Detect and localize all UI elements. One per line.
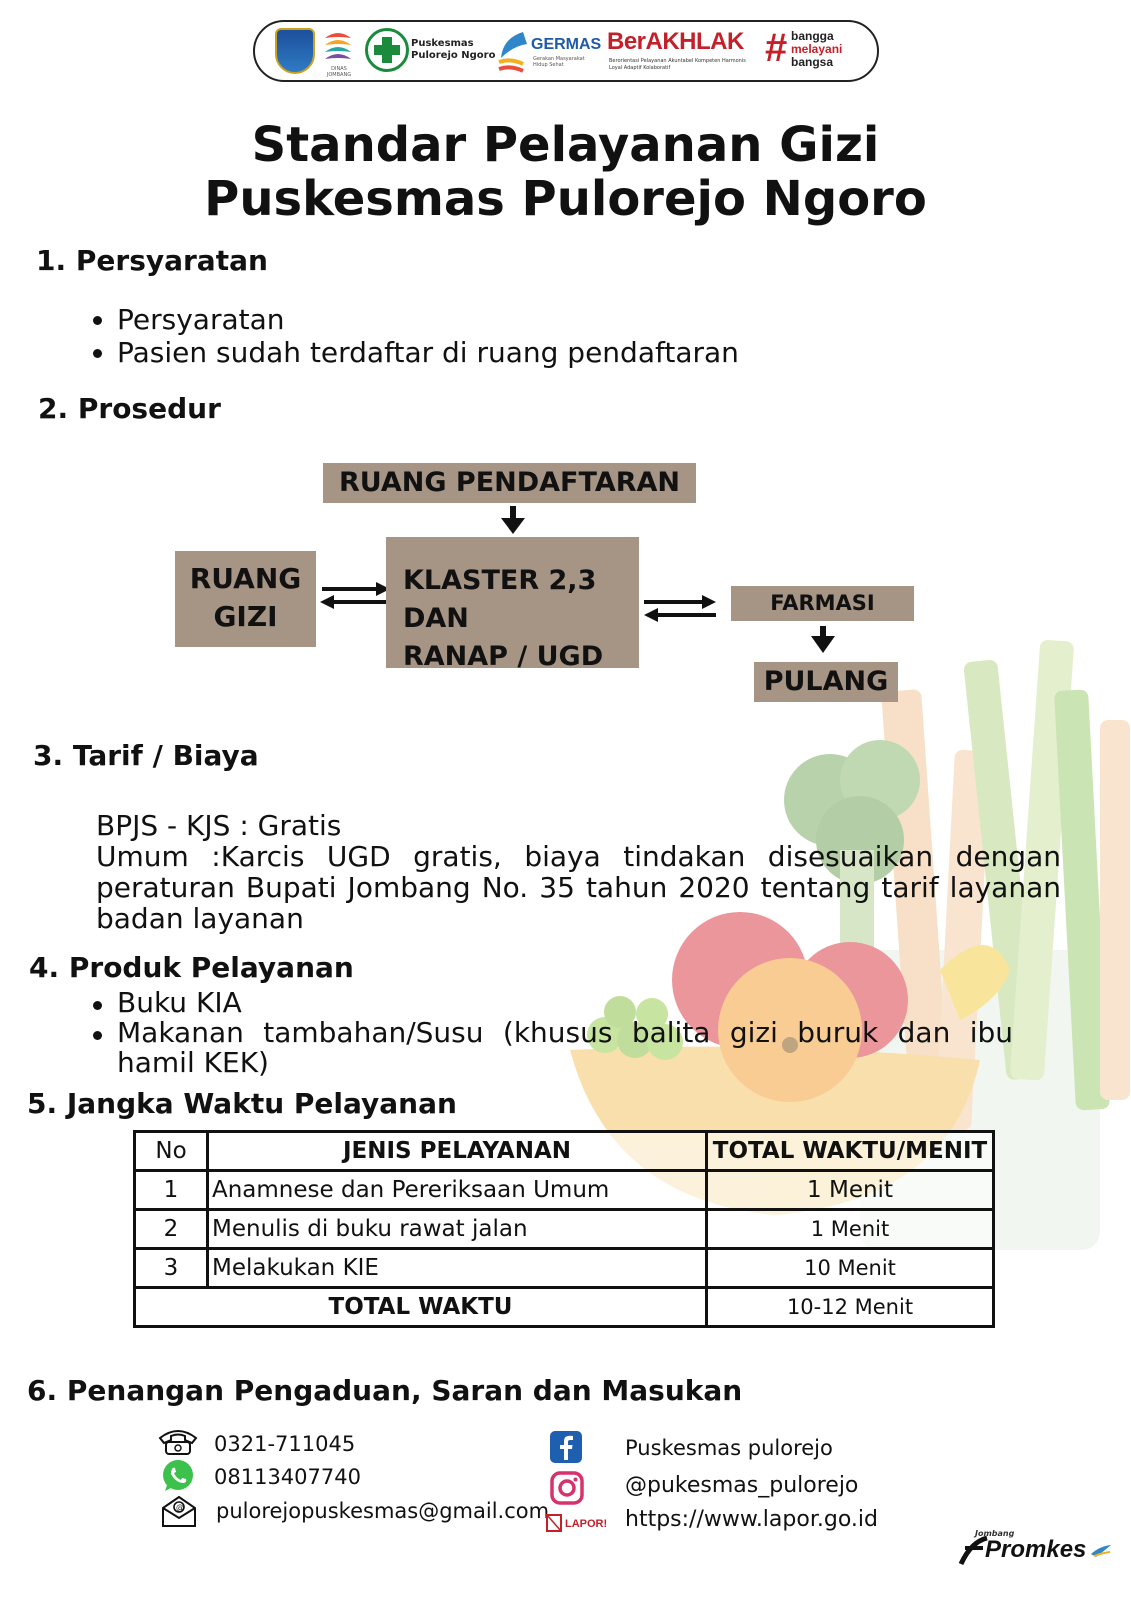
table-row — [135, 1210, 994, 1249]
lapor-website[interactable]: https://www.lapor.go.id — [625, 1507, 878, 1532]
lapor-icon — [545, 1511, 565, 1535]
list-item: Pasien sudah terdaftar di ruang pendaftaran — [93, 336, 893, 369]
flow-box-ruang-gizi-line1: RUANG — [189, 562, 302, 595]
total-value: 10-12 Menit — [707, 1288, 994, 1327]
facebook-icon — [549, 1430, 583, 1464]
row-jenis: Melakukan KIE — [208, 1249, 707, 1288]
row-no: 3 — [135, 1249, 208, 1288]
jombang-seal-logo — [275, 28, 315, 74]
flow-box-farmasi: FARMASI — [731, 586, 914, 621]
section-produk-heading: 4. Produk Pelayanan — [29, 951, 354, 984]
whatsapp-number[interactable]: 08113407740 — [214, 1465, 361, 1489]
dinkes-text: DINAS JOMBANG — [326, 66, 352, 78]
berakhlak-subtitle: Berorientasi Pelayanan Akuntabel Kompeten Harmonis Loyal Adaptif Kolaboratif — [609, 58, 746, 71]
row-jenis: Anamnese dan Pereriksaan Umum — [208, 1171, 707, 1210]
bangga-text: bangga — [791, 29, 834, 43]
column-header-no: No — [135, 1132, 208, 1171]
row-jenis: Menulis di buku rawat jalan — [208, 1210, 707, 1249]
section-prosedur-heading: 2. Prosedur — [38, 392, 221, 425]
service-time-table — [133, 1130, 995, 1328]
arrow-down-icon — [500, 506, 526, 536]
puskesmas-logo — [365, 28, 409, 72]
telephone-icon — [157, 1428, 199, 1456]
phone-number[interactable]: 0321-711045 — [214, 1432, 356, 1456]
hashtag-icon: # — [765, 26, 788, 70]
row-waktu: 10 Menit — [707, 1249, 994, 1288]
section-jangka-waktu-heading: 5. Jangka Waktu Pelayanan — [27, 1087, 457, 1120]
page-title-line2: Puskesmas Pulorejo Ngoro — [204, 171, 927, 227]
logo-bar — [253, 20, 879, 82]
list-item: Persyaratan — [93, 303, 893, 336]
table-row — [135, 1249, 994, 1288]
flow-box-klaster-line2: RANAP / UGD — [403, 641, 604, 672]
bidirectional-arrow-icon — [318, 580, 392, 610]
total-label: TOTAL WAKTU — [135, 1288, 707, 1327]
bidirectional-arrow-icon — [640, 593, 720, 623]
germas-icon — [493, 28, 529, 74]
column-header-jenis: JENIS PELAYANAN — [208, 1132, 707, 1171]
melayani-text: melayani — [791, 42, 843, 56]
section-persyaratan-heading: 1. Persyaratan — [36, 244, 268, 277]
flow-box-klaster-line1: KLASTER 2,3 DAN — [403, 565, 597, 634]
produk-list — [93, 988, 1013, 1078]
row-waktu: 1 Menit — [707, 1171, 994, 1210]
arrow-down-icon — [810, 626, 836, 656]
promkes-logo-small-text: Jombang — [975, 1529, 1015, 1538]
row-waktu: 1 Menit — [707, 1210, 994, 1249]
whatsapp-icon — [161, 1459, 195, 1493]
bangsa-text: bangsa — [791, 55, 834, 69]
table-total-row — [135, 1288, 994, 1327]
promkes-logo: Promkes — [985, 1536, 1087, 1563]
instagram-icon — [549, 1470, 585, 1506]
tarif-bpjs-text: BPJS - KJS : Gratis — [96, 809, 342, 842]
germas-logo: GERMAS — [531, 36, 602, 53]
instagram-account[interactable]: @pukesmas_pulorejo — [625, 1473, 859, 1498]
germas-subtitle: Gerakan Masyarakat Hidup Sehat — [533, 56, 585, 68]
persyaratan-list — [93, 303, 893, 369]
tarif-umum-text: Umum :Karcis UGD gratis, biaya tindakan disesuaikan dengan peraturan Bupati Jombang No. 35 tahun 2020 tentang tarif layanan badan layanan — [96, 840, 1061, 935]
flow-box-ruang-gizi-line2: GIZI — [213, 600, 278, 633]
email-address[interactable]: pulorejopuskesmas@gmail.com — [216, 1499, 550, 1523]
svg-text:@: @ — [176, 1503, 184, 1512]
dinkes-logo — [321, 28, 355, 62]
flow-box-ruang-pendaftaran: RUANG PENDAFTARAN — [323, 463, 696, 503]
flow-box-pulang: PULANG — [754, 662, 898, 702]
row-no: 2 — [135, 1210, 208, 1249]
page-title-line1: Standar Pelayanan Gizi — [251, 117, 880, 173]
berakhlak-logo: BerAKHLAK — [607, 28, 744, 55]
flow-box-ruang-gizi — [175, 551, 316, 647]
section-tarif-heading: 3. Tarif / Biaya — [33, 739, 259, 772]
puskesmas-logo-text: Puskesmas Pulorejo Ngoro — [411, 38, 496, 61]
list-item: Makanan tambahan/Susu (khusus balita gizi buruk dan ibu hamil KEK) — [93, 1018, 1013, 1078]
table-header-row — [135, 1132, 994, 1171]
facebook-account[interactable]: Puskesmas pulorejo — [625, 1436, 833, 1460]
section-pengaduan-heading: 6. Penangan Pengaduan, Saran dan Masukan — [27, 1374, 743, 1407]
list-item: Buku KIA — [93, 988, 1013, 1018]
email-icon — [160, 1494, 198, 1528]
table-row — [135, 1171, 994, 1210]
row-no: 1 — [135, 1171, 208, 1210]
column-header-waktu: TOTAL WAKTU/MENIT — [707, 1132, 994, 1171]
cross-icon — [368, 31, 406, 69]
bangga-melayani-bangsa-logo — [791, 30, 842, 69]
flow-box-klaster — [386, 537, 639, 672]
bird-icon — [1090, 1544, 1112, 1558]
lapor-logo-text: LAPOR! — [565, 1518, 608, 1530]
